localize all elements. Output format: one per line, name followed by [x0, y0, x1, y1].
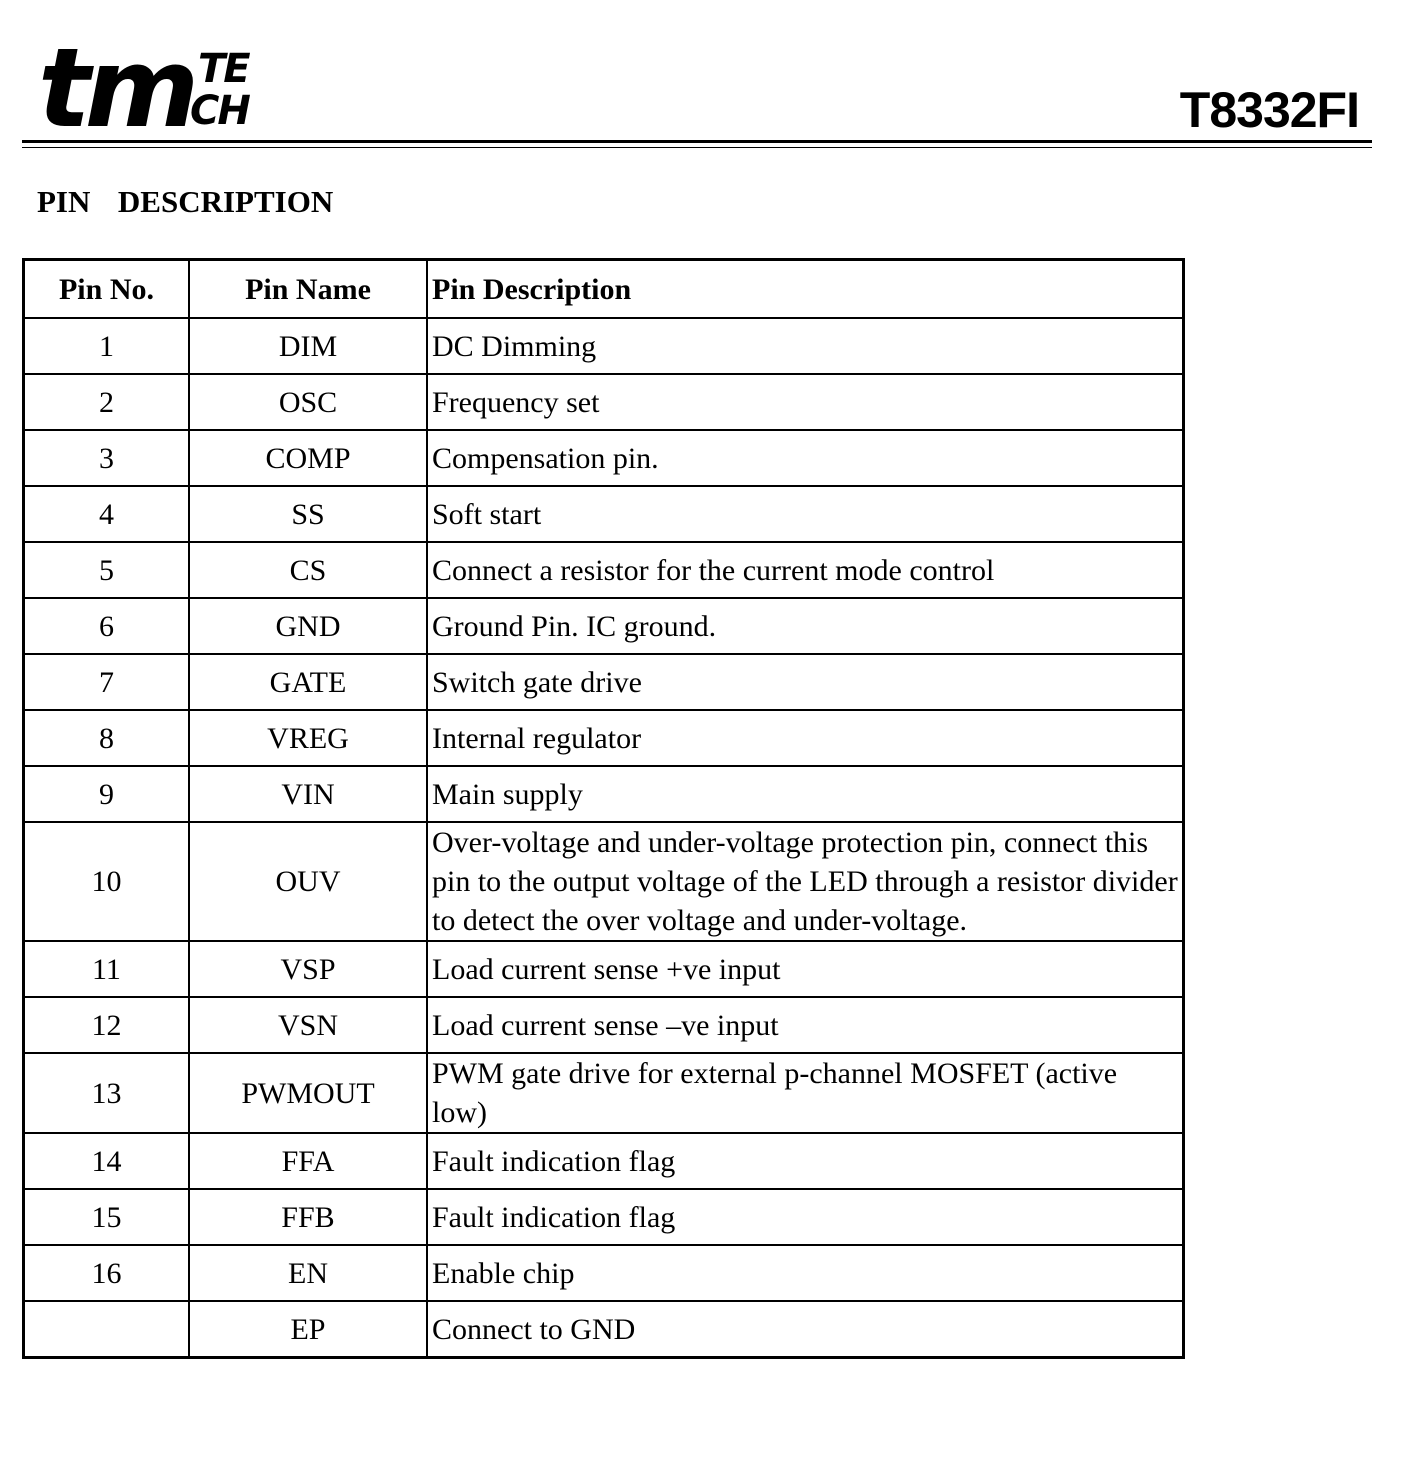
pin-number-cell: 9 [24, 766, 190, 822]
pin-description-cell: Connect to GND [427, 1301, 1184, 1358]
table-row [24, 997, 1184, 1053]
table-header-row [24, 260, 1184, 319]
pin-number-cell: 5 [24, 542, 190, 598]
logo-main-text: tm [38, 28, 194, 138]
pin-number-cell: 11 [24, 941, 190, 997]
pin-number-cell: 12 [24, 997, 190, 1053]
header-rule-thin [22, 147, 1372, 148]
table-row [24, 766, 1184, 822]
pin-number-cell: 7 [24, 654, 190, 710]
pin-name-cell: VREG [189, 710, 427, 766]
logo-bottom-text: CH [190, 88, 249, 134]
pin-name-cell: PWMOUT [189, 1053, 427, 1133]
pin-name-cell: FFB [189, 1189, 427, 1245]
pin-number-cell: 2 [24, 374, 190, 430]
table-row [24, 374, 1184, 430]
pin-description-cell: Over-voltage and under-voltage protection pin, connect this pin to the output voltage of the LED through a resistor divider to detect the over voltage and under-voltage. [427, 822, 1184, 941]
pin-description-cell: Enable chip [427, 1245, 1184, 1301]
pin-number-cell: 8 [24, 710, 190, 766]
pin-name-cell: CS [189, 542, 427, 598]
column-header-pin-no: Pin No. [24, 260, 190, 319]
table-row [24, 822, 1184, 941]
table-row [24, 654, 1184, 710]
pin-number-cell: 14 [24, 1133, 190, 1189]
column-header-pin-description: Pin Description [427, 260, 1184, 319]
pin-description-cell: Connect a resistor for the current mode control [427, 542, 1184, 598]
pin-number-cell: 4 [24, 486, 190, 542]
pin-number-cell [24, 1301, 190, 1358]
table-row [24, 318, 1184, 374]
pin-number-cell: 10 [24, 822, 190, 941]
header-rule-thick [22, 140, 1372, 143]
part-number: T8332FI [1179, 82, 1359, 138]
pin-name-cell: FFA [189, 1133, 427, 1189]
tm-tech-logo-graphic [38, 28, 278, 138]
table-row [24, 710, 1184, 766]
pin-description-cell: Fault indication flag [427, 1133, 1184, 1189]
pin-name-cell: VIN [189, 766, 427, 822]
pin-description-cell: DC Dimming [427, 318, 1184, 374]
table-row [24, 598, 1184, 654]
pin-name-cell: DIM [189, 318, 427, 374]
pin-description-cell: Ground Pin. IC ground. [427, 598, 1184, 654]
pin-name-cell: SS [189, 486, 427, 542]
pin-name-cell: OUV [189, 822, 427, 941]
table-row [24, 1301, 1184, 1358]
pin-number-cell: 15 [24, 1189, 190, 1245]
table-row [24, 542, 1184, 598]
pin-description-cell: Load current sense +ve input [427, 941, 1184, 997]
pin-description-cell: Switch gate drive [427, 654, 1184, 710]
pin-name-cell: EP [189, 1301, 427, 1358]
pin-description-cell: Fault indication flag [427, 1189, 1184, 1245]
pin-number-cell: 3 [24, 430, 190, 486]
pin-description-cell: PWM gate drive for external p-channel MOSFET (active low) [427, 1053, 1184, 1133]
pin-name-cell: COMP [189, 430, 427, 486]
pin-description-cell: Frequency set [427, 374, 1184, 430]
pin-name-cell: GATE [189, 654, 427, 710]
pin-number-cell: 13 [24, 1053, 190, 1133]
table-body [24, 318, 1184, 1358]
logo-top-text: TE [198, 46, 249, 92]
pin-description-cell: Main supply [427, 766, 1184, 822]
column-header-pin-name: Pin Name [189, 260, 427, 319]
table-row [24, 1245, 1184, 1301]
company-logo [38, 28, 278, 138]
pin-name-cell: EN [189, 1245, 427, 1301]
table-row [24, 430, 1184, 486]
pin-name-cell: VSN [189, 997, 427, 1053]
section-title: PIN DESCRIPTION [37, 184, 334, 219]
pin-name-cell: VSP [189, 941, 427, 997]
table-row [24, 1189, 1184, 1245]
table-row [24, 1133, 1184, 1189]
pin-description-table [22, 258, 1185, 1359]
table-row [24, 941, 1184, 997]
pin-number-cell: 1 [24, 318, 190, 374]
table-row [24, 486, 1184, 542]
pin-name-cell: GND [189, 598, 427, 654]
pin-description-cell: Internal regulator [427, 710, 1184, 766]
pin-description-cell: Compensation pin. [427, 430, 1184, 486]
pin-number-cell: 6 [24, 598, 190, 654]
pin-number-cell: 16 [24, 1245, 190, 1301]
table-row [24, 1053, 1184, 1133]
pin-description-cell: Soft start [427, 486, 1184, 542]
pin-name-cell: OSC [189, 374, 427, 430]
pin-description-cell: Load current sense –ve input [427, 997, 1184, 1053]
